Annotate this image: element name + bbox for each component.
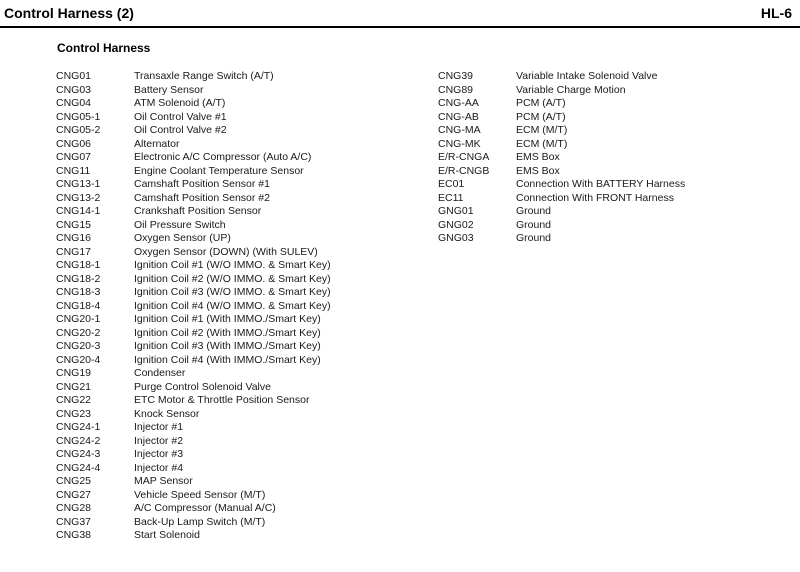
connector-entry — [56, 367, 331, 381]
connector-entry — [438, 205, 685, 219]
connector-description: Ignition Coil #1 (With IMMO./Smart Key) — [134, 313, 321, 325]
connector-description: Oil Control Valve #1 — [134, 110, 227, 123]
connector-code: EC01 — [438, 178, 465, 190]
connector-description: Engine Coolant Temperature Sensor — [134, 164, 304, 177]
connector-code: E/R-CNGA — [438, 151, 490, 163]
connector-description: Alternator — [134, 137, 180, 150]
connector-code: CNG01 — [56, 70, 92, 82]
connector-entry — [56, 259, 331, 273]
page-title: Control Harness (2) — [4, 5, 134, 21]
connector-description: Transaxle Range Switch (A/T) — [134, 70, 274, 82]
connector-code: CNG18-2 — [56, 272, 101, 285]
connector-code: CNG07 — [56, 151, 92, 163]
connector-entry — [56, 475, 331, 489]
connector-code: CNG38 — [56, 529, 92, 541]
connector-description: PCM (A/T) — [516, 97, 566, 109]
connector-description: Ground — [516, 232, 552, 244]
connector-entry — [56, 138, 331, 152]
connector-code: CNG24-4 — [56, 461, 101, 474]
connector-description: Ground — [516, 205, 552, 217]
connector-entry — [56, 205, 331, 219]
connector-entry — [56, 462, 331, 476]
connector-code: CNG-AB — [438, 110, 479, 123]
connector-description: Variable Charge Motion — [516, 83, 626, 96]
connector-entry — [56, 408, 331, 422]
connector-entry — [56, 300, 331, 314]
connector-description: Oil Pressure Switch — [134, 218, 226, 231]
connector-code: CNG24-2 — [56, 434, 101, 447]
connector-description: Knock Sensor — [134, 407, 200, 420]
connector-code: GNG01 — [438, 205, 474, 217]
connector-description: Oxygen Sensor (UP) — [134, 232, 231, 244]
connector-code: CNG04 — [56, 97, 92, 109]
connector-code: CNG24-1 — [56, 421, 101, 433]
connector-entry — [56, 421, 331, 435]
connector-code: CNG24-3 — [56, 448, 101, 460]
connector-code: CNG20-3 — [56, 340, 101, 352]
connector-entry — [438, 138, 685, 152]
connector-entry — [56, 327, 331, 341]
connector-entry — [56, 489, 331, 503]
connector-entry — [56, 178, 331, 192]
connector-code: CNG19 — [56, 367, 92, 379]
connector-description: Oil Control Valve #2 — [134, 124, 227, 136]
page-code: HL-6 — [760, 5, 792, 21]
connector-code: E/R-CNGB — [438, 164, 490, 177]
connector-description: Ignition Coil #4 (With IMMO./Smart Key) — [134, 353, 321, 366]
connector-entry — [56, 165, 331, 179]
connector-entry — [56, 111, 331, 125]
connector-code: CNG11 — [56, 164, 91, 177]
connector-code: CNG-MK — [438, 137, 481, 150]
connector-description: Injector #3 — [134, 448, 184, 460]
connector-description: Variable Intake Solenoid Valve — [516, 70, 658, 82]
connector-code: CNG05-1 — [56, 110, 101, 123]
connector-code: CNG20-4 — [56, 353, 101, 366]
connector-description: ATM Solenoid (A/T) — [134, 97, 226, 109]
connector-entry — [56, 151, 331, 165]
connector-code: EC11 — [438, 191, 464, 204]
connector-code: CNG20-1 — [56, 313, 101, 325]
connector-description: Connection With BATTERY Harness — [516, 178, 686, 190]
connector-code: CNG18-3 — [56, 286, 101, 298]
connector-entry — [56, 502, 331, 516]
connector-entry — [438, 124, 685, 138]
connector-description: Battery Sensor — [134, 83, 204, 96]
connector-description: Electronic A/C Compressor (Auto A/C) — [134, 151, 312, 163]
connector-description: Camshaft Position Sensor #2 — [134, 191, 270, 204]
connector-code: CNG-MA — [438, 124, 481, 136]
connector-entry — [56, 516, 331, 530]
connector-description: Vehicle Speed Sensor (M/T) — [134, 488, 266, 501]
connector-description: Ignition Coil #1 (W/O IMMO. & Smart Key) — [134, 259, 331, 271]
page-header — [0, 0, 800, 28]
connector-description: Purge Control Solenoid Valve — [134, 380, 271, 393]
connector-code: CNG20-2 — [56, 326, 101, 339]
connector-entry — [56, 246, 331, 260]
connector-description: Back-Up Lamp Switch (M/T) — [134, 515, 266, 528]
connector-code: CNG13-2 — [56, 191, 101, 204]
connector-code: CNG18-1 — [56, 259, 101, 271]
connector-entry — [56, 529, 331, 543]
connector-entry — [56, 340, 331, 354]
connector-entry — [438, 219, 685, 233]
connector-entry — [56, 354, 331, 368]
connector-entry — [56, 435, 331, 449]
connector-description: ETC Motor & Throttle Position Sensor — [134, 394, 310, 406]
connector-entry — [438, 178, 685, 192]
connector-entry — [438, 97, 685, 111]
connector-description: Ignition Coil #2 (With IMMO./Smart Key) — [134, 326, 321, 339]
connector-entry — [438, 165, 685, 179]
connector-code: CNG28 — [56, 502, 92, 514]
connector-description: Injector #1 — [134, 421, 184, 433]
connector-entry — [438, 151, 685, 165]
connector-entry — [438, 111, 685, 125]
connector-description: EMS Box — [516, 151, 560, 163]
connector-code: CNG05-2 — [56, 124, 101, 136]
connector-entry — [438, 70, 685, 84]
connector-entry — [56, 84, 331, 98]
connector-description: Oxygen Sensor (DOWN) (With SULEV) — [134, 245, 318, 258]
connector-code: CNG14-1 — [56, 205, 101, 217]
connector-description: Ignition Coil #3 (With IMMO./Smart Key) — [134, 340, 321, 352]
connector-description: PCM (A/T) — [516, 110, 566, 123]
connector-code: GNG02 — [438, 218, 474, 231]
connector-code: CNG37 — [56, 515, 92, 528]
connector-code: CNG39 — [438, 70, 474, 82]
connector-entry — [56, 219, 331, 233]
connector-description: Injector #2 — [134, 434, 184, 447]
connector-entry — [56, 192, 331, 206]
connector-description: Start Solenoid — [134, 529, 200, 541]
connector-description: ECM (M/T) — [516, 124, 568, 136]
connector-entry — [56, 448, 331, 462]
connector-list-left — [56, 70, 331, 543]
connector-description: Camshaft Position Sensor #1 — [134, 178, 270, 190]
connector-code: CNG18-4 — [56, 299, 101, 312]
connector-description: MAP Sensor — [134, 475, 193, 487]
connector-entry — [56, 232, 331, 246]
connector-description: Condenser — [134, 367, 186, 379]
connector-description: EMS Box — [516, 164, 560, 177]
connector-code: CNG06 — [56, 137, 92, 150]
connector-code: CNG25 — [56, 475, 92, 487]
connector-code: CNG-AA — [438, 97, 479, 109]
connector-description: Connection With FRONT Harness — [516, 191, 674, 204]
connector-description: Crankshaft Position Sensor — [134, 205, 262, 217]
connector-entry — [56, 381, 331, 395]
connector-code: CNG15 — [56, 218, 92, 231]
connector-code: CNG03 — [56, 83, 92, 96]
connector-list-right — [438, 70, 685, 246]
connector-code: CNG23 — [56, 407, 92, 420]
connector-entry — [56, 286, 331, 300]
connector-entry — [438, 232, 685, 246]
connector-code: CNG13-1 — [56, 178, 101, 190]
connector-description: Ignition Coil #3 (W/O IMMO. & Smart Key) — [134, 286, 331, 298]
connector-code: CNG17 — [56, 245, 92, 258]
connector-entry — [56, 97, 331, 111]
connector-code: CNG22 — [56, 394, 92, 406]
connector-description: ECM (M/T) — [516, 137, 568, 150]
connector-code: GNG03 — [438, 232, 474, 244]
connector-code: CNG89 — [438, 83, 474, 96]
connector-code: CNG27 — [56, 488, 92, 501]
connector-description: Ignition Coil #4 (W/O IMMO. & Smart Key) — [134, 299, 331, 312]
connector-entry — [438, 84, 685, 98]
connector-entry — [56, 273, 331, 287]
connector-description: Ground — [516, 218, 552, 231]
connector-entry — [56, 70, 331, 84]
connector-entry — [56, 313, 331, 327]
connector-description: A/C Compressor (Manual A/C) — [134, 502, 276, 514]
connector-entry — [56, 124, 331, 138]
connector-entry — [56, 394, 331, 408]
section-title: Control Harness — [57, 41, 151, 55]
connector-description: Ignition Coil #2 (W/O IMMO. & Smart Key) — [134, 272, 331, 285]
connector-code: CNG16 — [56, 232, 92, 244]
connector-description: Injector #4 — [134, 461, 184, 474]
connector-entry — [438, 192, 685, 206]
connector-code: CNG21 — [56, 380, 92, 393]
